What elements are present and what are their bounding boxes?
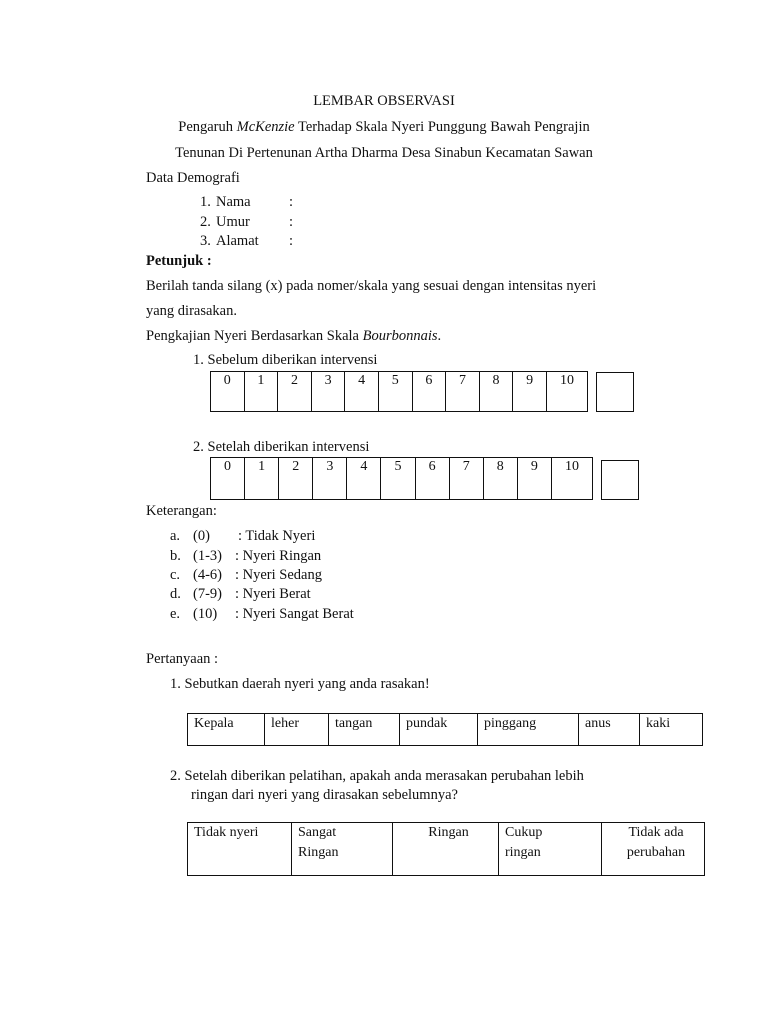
option-pundak[interactable]: pundak [400, 714, 478, 746]
subtitle-italic: McKenzie [236, 119, 295, 135]
instructions-line-1: Berilah tanda silang (x) pada nomer/skala yang sesuai dengan intensitas nyeri [146, 278, 597, 294]
scale-cell-7[interactable]: 7 [446, 372, 480, 412]
question-2-line-1: 2. Setelah diberikan pelatihan, apakah anda merasakan perubahan lebih [170, 768, 584, 784]
document-title: LEMBAR OBSERVASI [313, 93, 455, 109]
scale-cell-2[interactable]: 2 [279, 458, 313, 500]
question-1-options [187, 713, 703, 746]
subtitle-line-1 [0, 119, 768, 136]
assessment-pre: Pengkajian Nyeri Berdasarkan Skala [146, 328, 363, 344]
field-number: 2. [200, 214, 211, 230]
scale-cell-5[interactable]: 5 [378, 372, 412, 412]
demographic-field [200, 194, 294, 211]
scale-cell-8[interactable]: 8 [479, 372, 513, 412]
scale-row [211, 372, 588, 412]
scale-cell-8[interactable]: 8 [483, 458, 517, 500]
option-pinggang[interactable]: pinggang [478, 714, 579, 746]
demographics-heading: Data Demografi [146, 170, 240, 186]
option-line-2: perubahan [626, 845, 686, 860]
legend-desc: : Nyeri Ringan [235, 548, 322, 564]
subtitle-pre: Pengaruh [178, 119, 237, 135]
scale-cell-9[interactable]: 9 [513, 372, 547, 412]
legend-desc: : Nyeri Sedang [235, 567, 322, 583]
field-separator: : [289, 194, 294, 210]
scale-cell-5[interactable]: 5 [381, 458, 415, 500]
field-number: 1. [200, 194, 211, 210]
demographic-field [200, 233, 294, 250]
legend-desc: : Tidak Nyeri [238, 528, 316, 544]
legend-range: (0) [193, 528, 210, 544]
option-line-1: Cukup [505, 825, 543, 840]
legend-letter: e. [170, 606, 181, 622]
scale-cell-7[interactable]: 7 [449, 458, 483, 500]
option-kaki[interactable]: kaki [640, 714, 703, 746]
legend-range: (7-9) [193, 586, 222, 602]
legend-item [170, 586, 311, 603]
option-line-2: Ringan [298, 845, 339, 860]
instructions-line-2: yang dirasakan. [146, 303, 237, 319]
legend-item [170, 528, 316, 545]
option-line-1: Tidak ada [628, 825, 684, 840]
option-line-1: Tidak nyeri [194, 825, 259, 840]
legend-item [170, 548, 322, 565]
question-2-options [187, 822, 705, 876]
instructions-heading: Petunjuk : [146, 253, 212, 269]
legend-desc: : Nyeri Berat [235, 586, 311, 602]
scale-cell-2[interactable]: 2 [278, 372, 312, 412]
questions-heading: Pertanyaan : [146, 651, 219, 667]
scale-cell-0[interactable]: 0 [211, 458, 245, 500]
option-leher[interactable]: leher [265, 714, 329, 746]
option-tangan[interactable]: tangan [329, 714, 400, 746]
scale-cell-0[interactable]: 0 [211, 372, 245, 412]
assessment-line [146, 328, 441, 345]
option-line-1: Ringan [428, 825, 469, 840]
option-anus[interactable]: anus [579, 714, 640, 746]
option-kepala[interactable]: Kepala [188, 714, 265, 746]
field-separator: : [289, 233, 294, 249]
answer-box-before[interactable] [596, 372, 634, 412]
legend-desc: : Nyeri Sangat Berat [235, 606, 354, 622]
scale-label-before: 1. Sebelum diberikan intervensi [193, 352, 378, 368]
demographic-field [200, 214, 294, 231]
legend-range: (10) [193, 606, 218, 622]
legend-range: (4-6) [193, 567, 222, 583]
legend-letter: c. [170, 567, 181, 583]
field-label: Nama [216, 194, 251, 210]
scale-cell-9[interactable]: 9 [517, 458, 551, 500]
option-cell[interactable] [499, 823, 602, 876]
field-number: 3. [200, 233, 211, 249]
assessment-italic: Bourbonnais [362, 328, 438, 344]
scale-cell-10[interactable]: 10 [552, 458, 593, 500]
legend-letter: b. [170, 548, 181, 564]
scale-cell-1[interactable]: 1 [245, 458, 279, 500]
scale-cell-10[interactable]: 10 [547, 372, 588, 412]
legend-letter: d. [170, 586, 181, 602]
scale-cell-4[interactable]: 4 [345, 372, 379, 412]
legend-letter: a. [170, 528, 181, 544]
scale-cell-6[interactable]: 6 [415, 458, 449, 500]
answer-box-after[interactable] [601, 460, 639, 500]
option-cell[interactable] [393, 823, 499, 876]
subtitle-line-2: Tenunan Di Pertenunan Artha Dharma Desa Sinabun Kecamatan Sawan [175, 145, 593, 161]
option-line-2: ringan [505, 845, 541, 860]
assessment-post: . [437, 328, 442, 344]
option-line-1: Sangat [298, 825, 337, 840]
option-cell[interactable] [188, 823, 292, 876]
scale-cell-1[interactable]: 1 [244, 372, 278, 412]
field-separator: : [289, 214, 294, 230]
legend-item [170, 567, 322, 584]
legend-range: (1-3) [193, 548, 222, 564]
options-row [188, 714, 703, 746]
scale-cell-3[interactable]: 3 [311, 372, 345, 412]
options-row [188, 823, 705, 876]
field-label: Umur [216, 214, 250, 230]
scale-label-after: 2. Setelah diberikan intervensi [193, 439, 370, 455]
scale-cell-6[interactable]: 6 [412, 372, 446, 412]
scale-row [211, 458, 593, 500]
scale-cell-3[interactable]: 3 [313, 458, 347, 500]
pain-scale-before [210, 371, 588, 412]
question-2-line-2: ringan dari nyeri yang dirasakan sebelumnya? [191, 787, 458, 803]
legend-heading: Keterangan: [146, 503, 217, 519]
question-1-text: 1. Sebutkan daerah nyeri yang anda rasakan! [170, 676, 430, 692]
option-cell[interactable] [602, 823, 705, 876]
subtitle-post: Terhadap Skala Nyeri Punggung Bawah Pengrajin [294, 119, 590, 135]
legend-item [170, 606, 354, 623]
pain-scale-after [210, 457, 593, 500]
scale-cell-4[interactable]: 4 [347, 458, 381, 500]
field-label: Alamat [216, 233, 259, 249]
option-cell[interactable] [292, 823, 393, 876]
